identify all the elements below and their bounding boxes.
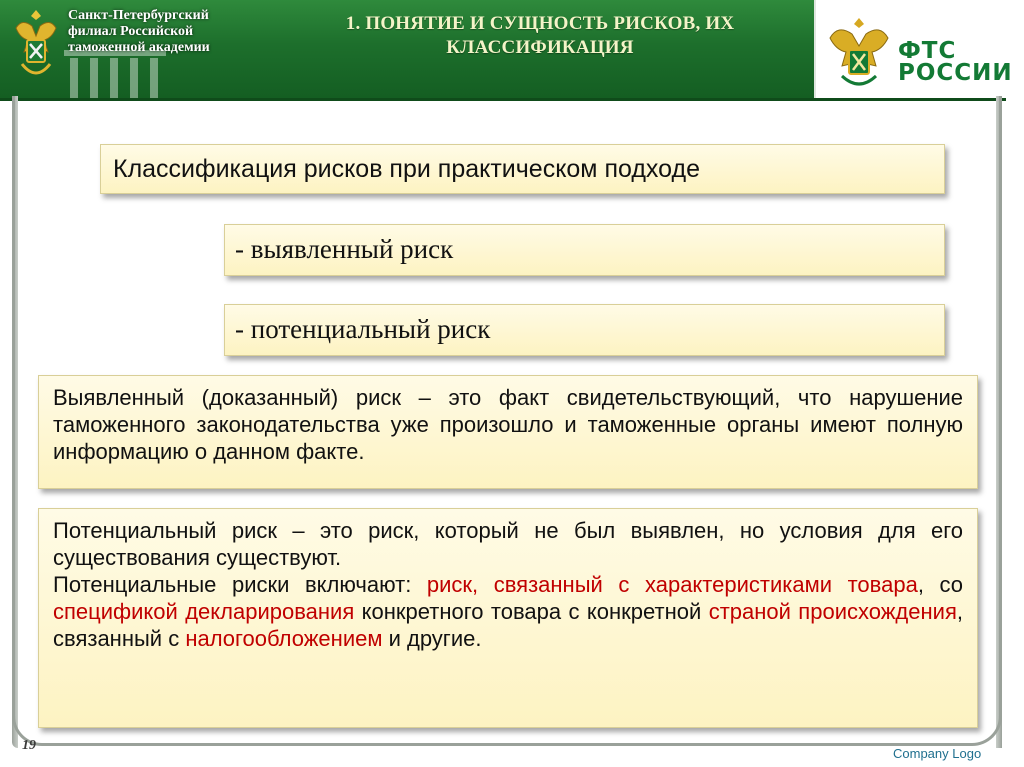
sep-text-1: , со xyxy=(917,572,963,597)
slide-number: 19 xyxy=(22,738,36,753)
slide-header xyxy=(0,0,1013,101)
risk-taxation: налогообложением xyxy=(185,626,383,651)
identified-risk-definition: Выявленный (доказанный) риск – это факт свидетельствующий, что нарушение таможенного законодательства уже произошло и таможенные органы имеют полную информацию о данном факте. xyxy=(38,375,978,489)
potential-risk-definition xyxy=(38,508,978,728)
potential-risk-item: - потенциальный риск xyxy=(224,304,945,356)
mid-text-2: , связанный с xyxy=(53,599,963,651)
academy-name: Санкт-Петербургский филиал Российской таможенной академии xyxy=(68,8,210,55)
risk-country-of-origin: страной происхождения xyxy=(708,599,957,624)
risk-declaration-specifics: спецификой декларирования xyxy=(53,599,355,624)
fts-logo-text: ФТС РОССИИ xyxy=(898,38,1013,86)
end-text: и другие. xyxy=(382,626,482,651)
slide-title: 1. ПОНЯТИЕ И СУЩНОСТЬ РИСКОВ, ИХ КЛАССИФИКАЦИЯ xyxy=(345,13,735,58)
double-headed-eagle-icon xyxy=(8,6,64,90)
fts-eagle-emblem-icon xyxy=(826,12,892,90)
identified-risk-item: - выявленный риск xyxy=(224,224,945,276)
company-logo: Company Logo xyxy=(893,746,982,761)
potential-risk-line: Потенциальный риск – это риск, который не был выявлен, но условия для его существования существуют. xyxy=(53,518,963,570)
potential-risks-includes xyxy=(53,571,963,652)
mid-text: конкретного товара с конкретной xyxy=(354,599,709,624)
risk-product-characteristics: риск, связанный с характеристиками товара xyxy=(426,572,918,597)
includes-intro: Потенциальные риски включают: xyxy=(53,572,427,597)
classification-title-box: Классификация рисков при практическом подходе xyxy=(100,144,945,194)
